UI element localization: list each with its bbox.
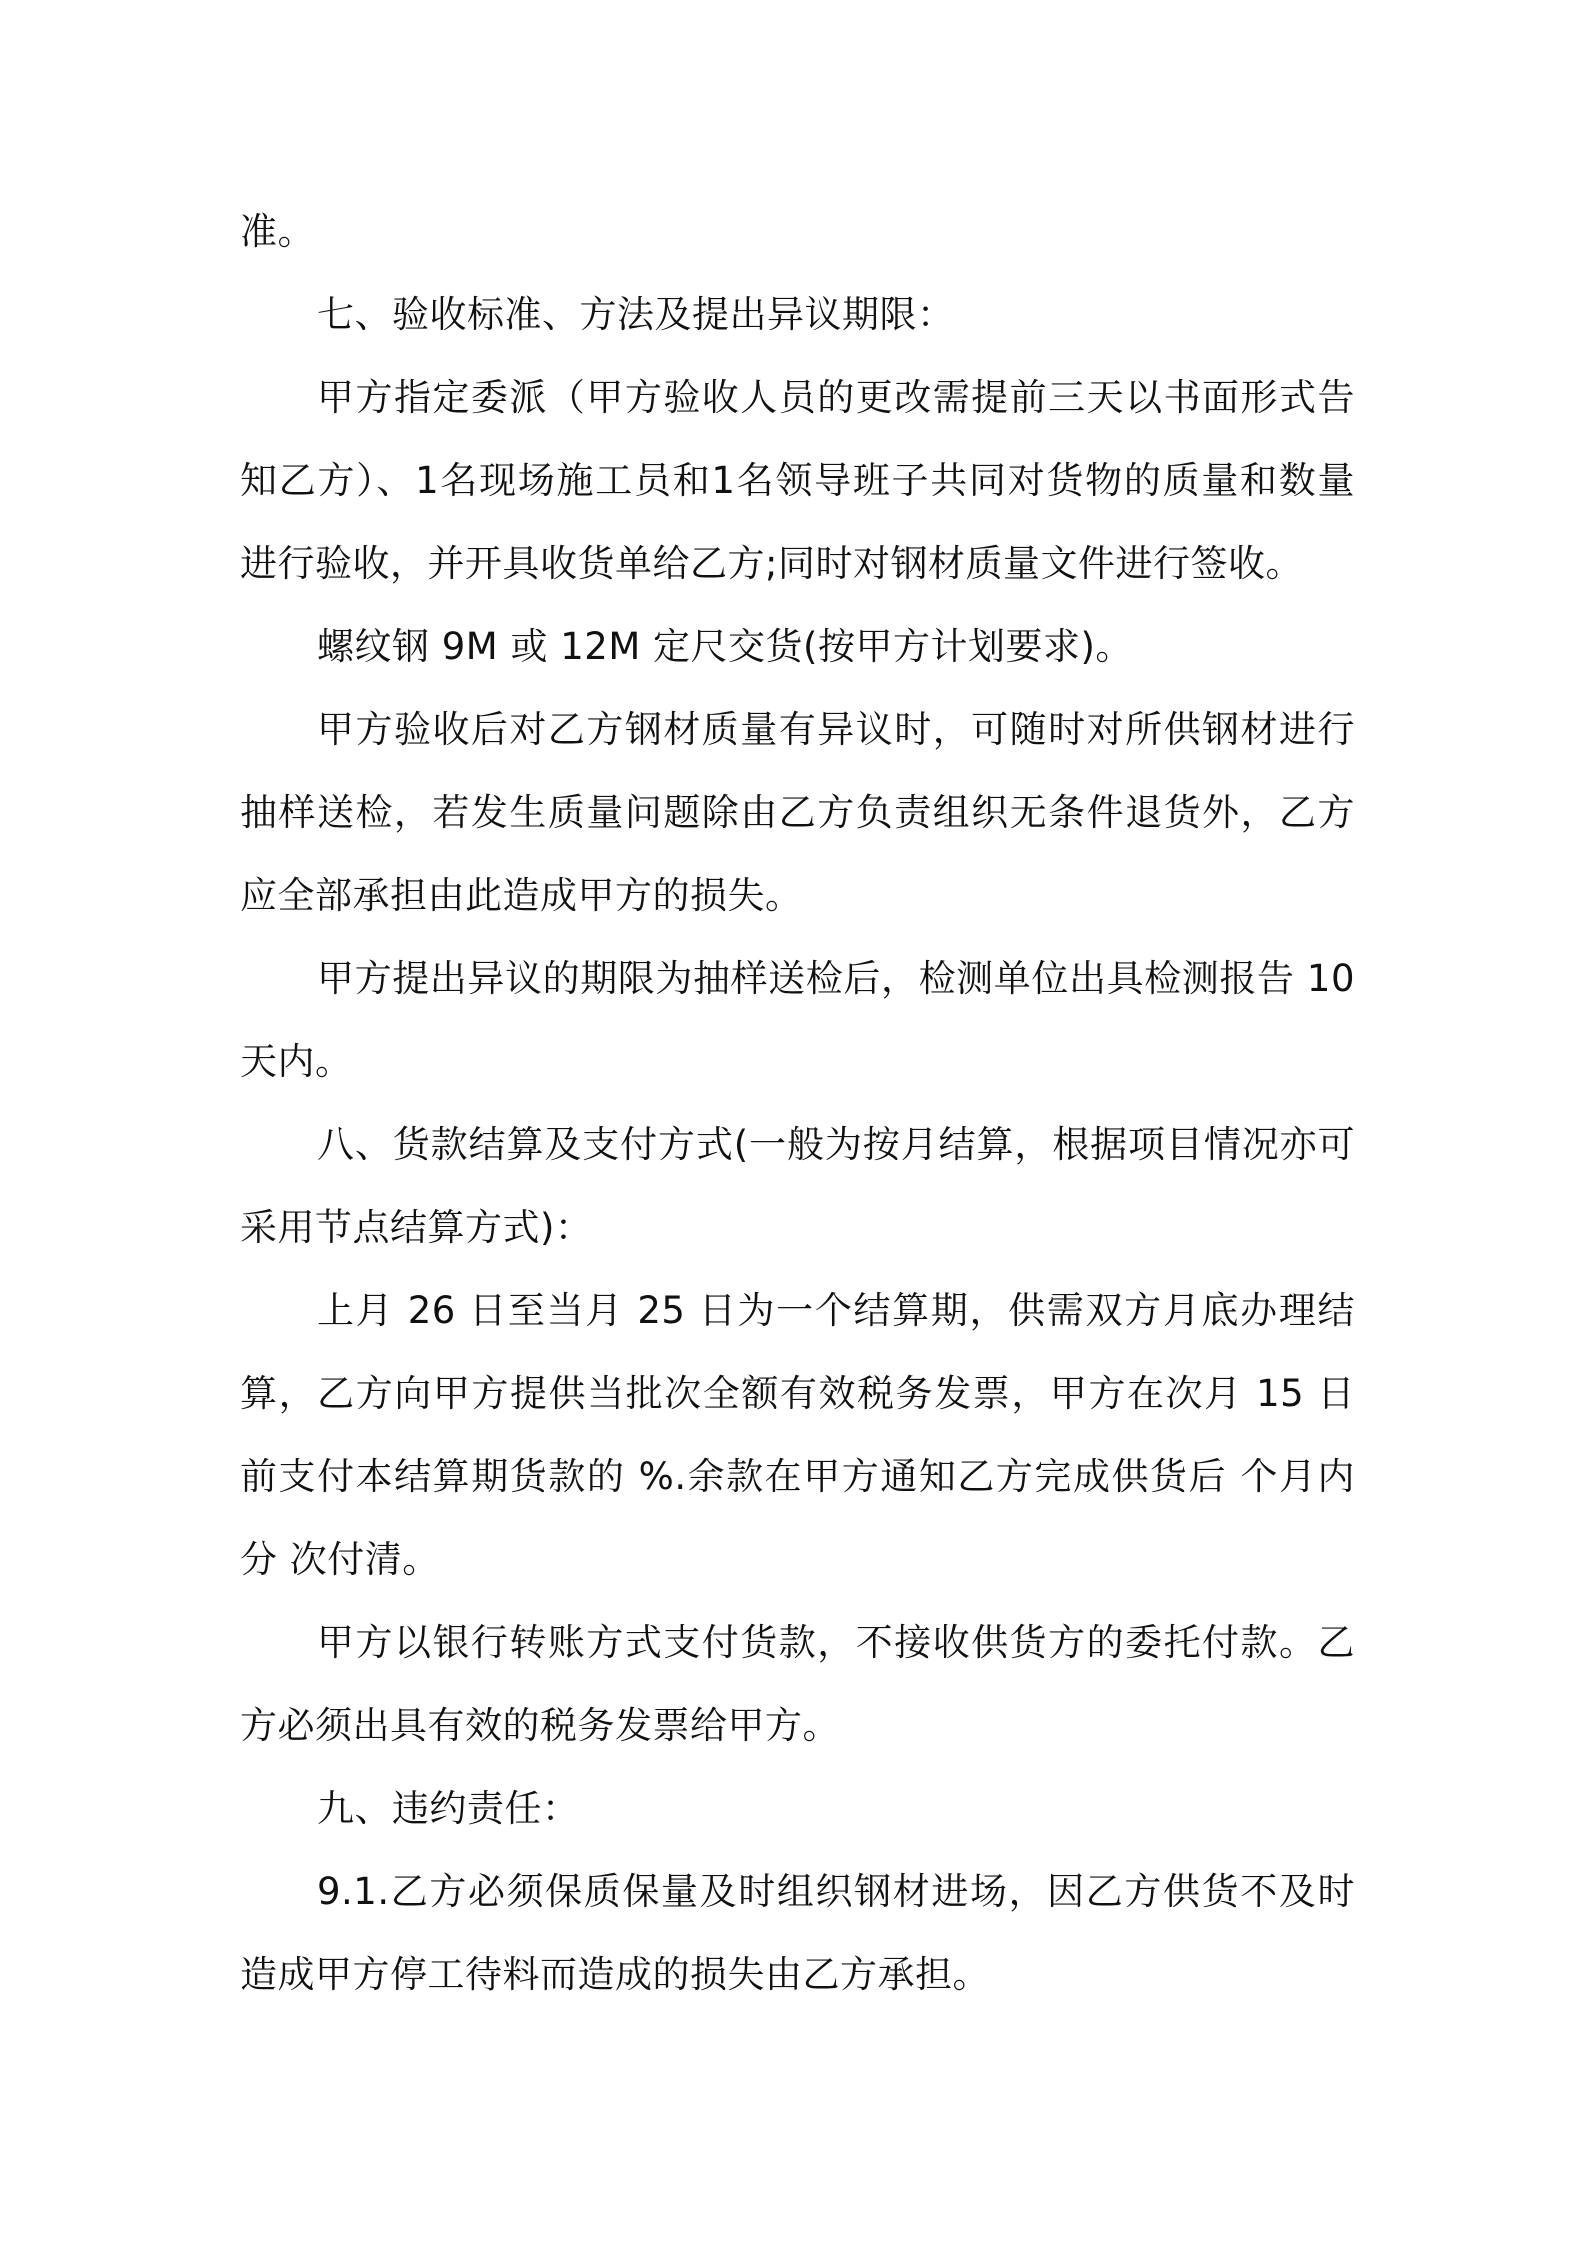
paragraph-quality-objection: 甲方验收后对乙方钢材质量有异议时，可随时对所供钢材进行抽样送检，若发生质量问题除由乙方负责组织无条件退货外，乙方应全部承担由此造成甲方的损失。: [240, 708, 1355, 917]
paragraph-objection-period: 甲方提出异议的期限为抽样送检后，检测单位出具检测报告 10 天内。: [240, 957, 1355, 1083]
paragraph-settlement-period: 上月 26 日至当月 25 日为一个结算期，供需双方月底办理结算，乙方向甲方提供当批次全额有效税务发票，甲方在次月 15 日前支付本结算期货款的 %.余款在甲方通知乙方完成供货后 个月内分 次付清。: [240, 1289, 1355, 1581]
paragraph-bank-transfer: 甲方以银行转账方式支付货款，不接收供货方的委托付款。乙方必须出具有效的税务发票给甲方。: [240, 1621, 1355, 1747]
paragraph-rebar-delivery: 螺纹钢 9M 或 12M 定尺交货(按甲方计划要求)。: [317, 625, 1133, 668]
section-heading-payment: 八、货款结算及支付方式(一般为按月结算，根据项目情况亦可采用节点结算方式)：: [240, 1123, 1355, 1249]
section-heading-acceptance: 七、验收标准、方法及提出异议期限：: [317, 293, 955, 336]
document-body: [240, 190, 1355, 2016]
section-heading-liability: 九、违约责任：: [317, 1787, 580, 1830]
paragraph-continuation: 准。: [240, 210, 315, 253]
paragraph-liability-9-1: 9.1.乙方必须保质保量及时组织钢材进场，因乙方供货不及时造成甲方停工待料而造成的损失由乙方承担。: [240, 1870, 1355, 1996]
paragraph-acceptance-personnel: 甲方指定委派（甲方验收人员的更改需提前三天以书面形式告知乙方）、1名现场施工员和1名领导班子共同对货物的质量和数量进行验收，并开具收货单给乙方;同时对钢材质量文件进行签收。: [240, 376, 1355, 585]
